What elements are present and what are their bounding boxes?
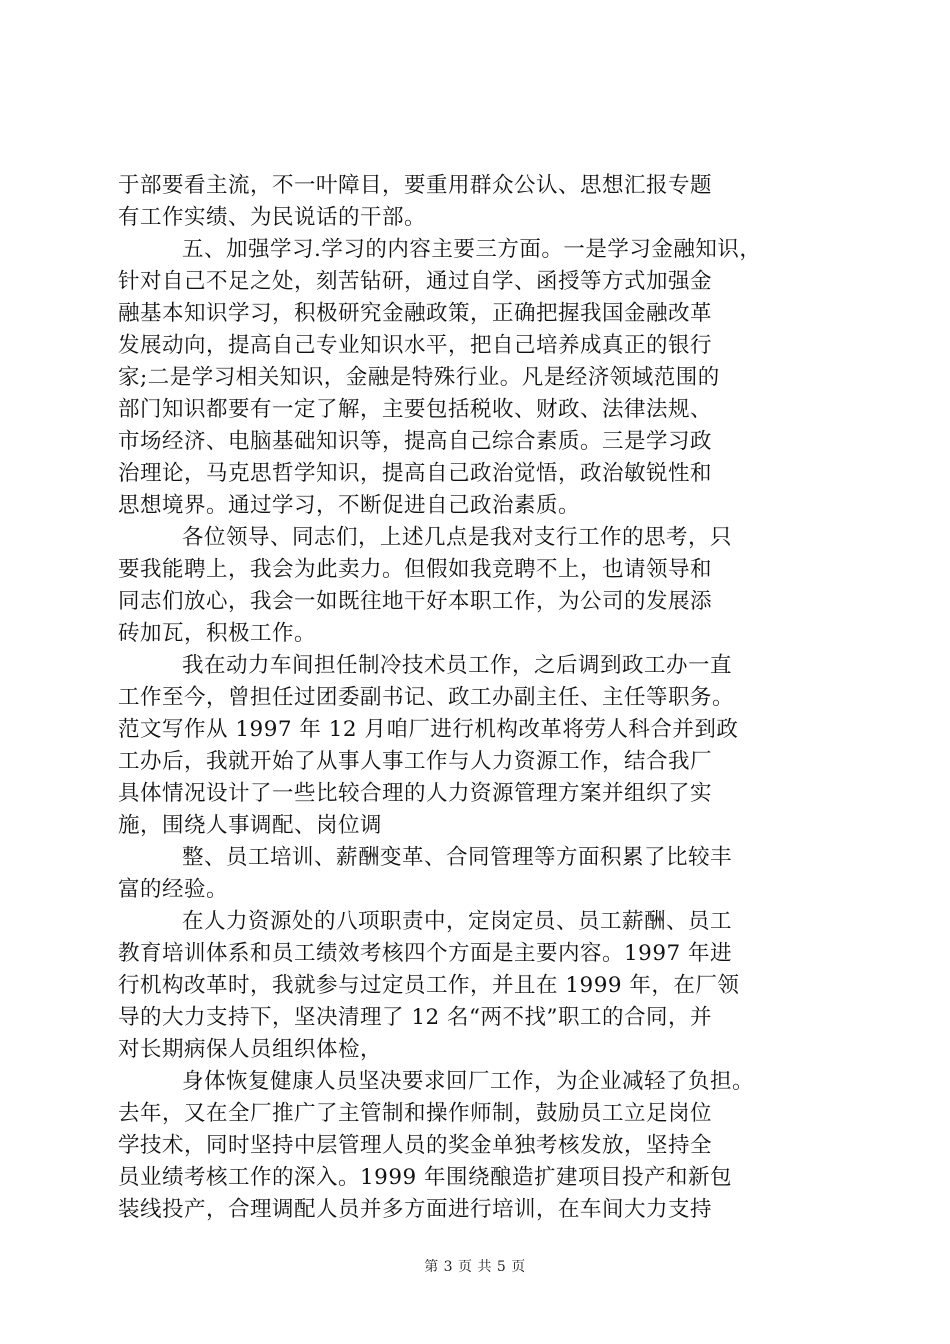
text-line: 范文写作从 1997 年 12 月咱厂进行机构改革将劳人科合并到政	[118, 717, 739, 742]
text-line: 工作至今，曾担任过团委副书记、政工办副主任、主任等职务。	[118, 685, 735, 710]
text-line: 于部要看主流，不一叶障目，要重用群众公认、思想汇报专题	[118, 173, 713, 198]
text-line: 部门知识都要有一定了解，主要包括税收、财政、法律法规、	[118, 397, 713, 422]
text-line: 学技术，同时坚持中层管理人员的奖金单独考核发放，坚持全	[118, 1133, 713, 1158]
text-line: 有工作实绩、为民说话的干部。	[118, 205, 427, 230]
text-line: 工办后，我就开始了从事人事工作与人力资源工作，结合我厂	[118, 749, 713, 774]
text-line: 施，围绕人事调配、岗位调	[118, 813, 383, 838]
text-line: 整、员工培训、薪酬变革、合同管理等方面积累了比较丰	[182, 845, 733, 870]
text-line: 在人力资源处的八项职责中，定岗定员、员工薪酬、员工	[182, 909, 733, 934]
text-line: 具体情况设计了一些比较合理的人力资源管理方案并组织了实	[118, 781, 713, 806]
text-line: 对长期病保人员组织体检，	[118, 1037, 383, 1062]
text-line: 装线投产，合理调配人员并多方面进行培训，在车间大力支持	[118, 1197, 713, 1222]
text-line: 员业绩考核工作的深入。1999 年围绕酿造扩建项目投产和新包	[118, 1165, 733, 1190]
text-line: 各位领导、同志们，上述几点是我对支行工作的思考，只	[182, 525, 733, 550]
text-line: 融基本知识学习，积极研究金融政策，正确把握我国金融改革	[118, 301, 713, 326]
text-line: 行机构改革时，我就参与过定员工作，并且在 1999 年，在厂领	[118, 973, 740, 998]
text-line: 教育培训体系和员工绩效考核四个方面是主要内容。1997 年进	[118, 941, 733, 966]
text-line: 身体恢复健康人员坚决要求回厂工作，为企业减轻了负担。	[182, 1069, 755, 1094]
text-line: 市场经济、电脑基础知识等，提高自己综合素质。三是学习政	[118, 429, 713, 454]
text-line: 导的大力支持下，坚决清理了 12 名“两不找”职工的合同，并	[118, 1005, 713, 1030]
page-footer: 第 3 页 共 5 页	[424, 1259, 526, 1275]
text-line: 同志们放心，我会一如既往地干好本职工作，为公司的发展添	[118, 589, 713, 614]
text-line: 五、加强学习.学习的内容主要三方面。一是学习金融知识，	[182, 237, 762, 262]
text-line: 发展动向，提高自己专业知识水平，把自己培养成真正的银行	[118, 333, 713, 358]
text-line: 针对自己不足之处，刻苦钻研，通过自学、函授等方式加强金	[118, 269, 713, 294]
text-line: 治理论，马克思哲学知识，提高自己政治觉悟，政治敏锐性和	[118, 461, 713, 486]
text-line: 砖加瓦，积极工作。	[118, 621, 317, 646]
text-line: 思想境界。通过学习，不断促进自己政治素质。	[118, 493, 581, 518]
body-text	[118, 170, 836, 1226]
text-line: 我在动力车间担任制冷技术员工作，之后调到政工办一直	[182, 653, 733, 678]
text-line: 家;二是学习相关知识，金融是特殊行业。凡是经济领域范围的	[118, 365, 720, 390]
text-line: 要我能聘上，我会为此卖力。但假如我竞聘不上，也请领导和	[118, 557, 713, 582]
text-line: 富的经验。	[118, 877, 229, 902]
text-line: 去年，又在全厂推广了主管制和操作师制，鼓励员工立足岗位	[118, 1101, 713, 1126]
